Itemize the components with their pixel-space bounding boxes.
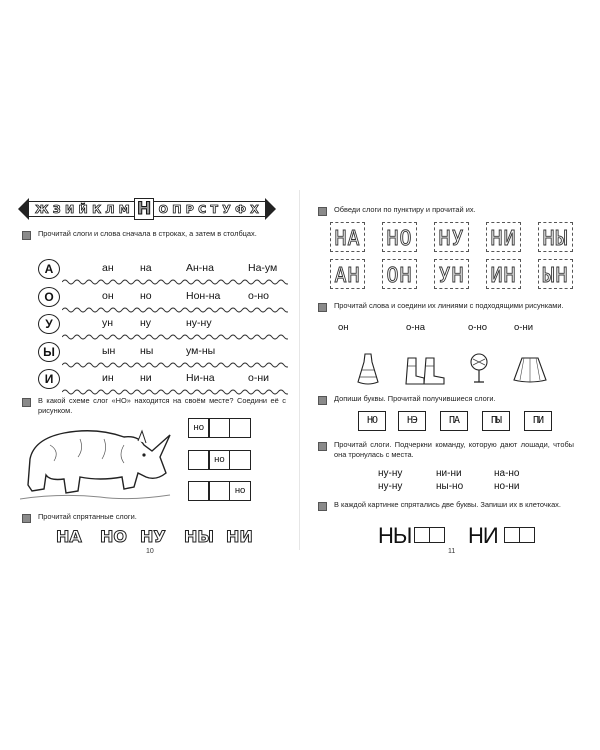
word: о-но [468,322,487,333]
trace-box [382,259,417,289]
task-instruction: Прочитай спрятанные слоги. [38,512,137,521]
partial-syllable-box: НО [358,411,386,431]
task-marker [318,442,327,451]
syllable: ну-ну [186,317,212,329]
word: о-на [406,322,425,333]
syllable: на [140,262,152,274]
syllable: ун [102,317,114,329]
task-instruction: В каждой картинке спрятались две буквы. Запиши их в клеточках. [334,500,561,509]
command-word: ны-но [436,481,464,492]
scheme-cell [208,418,230,438]
command-word: но-ни [494,481,520,492]
task-instruction: Прочитай слоги. Подчеркни команду, которую дают лошади, чтобы она тронулась с места. [334,440,574,459]
alphabet-band [28,201,266,217]
hidden-letters-picture: НЫ [378,523,412,548]
letter-badge: А [38,259,60,279]
answer-cell [414,527,430,543]
scheme-cell: но [208,450,230,470]
alphabet-letter: О [158,202,168,216]
trace-syllable: НИ [490,226,517,250]
wave-divider [62,278,288,286]
alphabet-letter: С [198,202,207,216]
hidden-syllable: НЫ [184,527,214,546]
syllable: Ни-на [186,372,215,384]
letter-badge: И [38,369,60,389]
boots-illustration [404,356,446,386]
syllable: ин [102,372,114,384]
syllable: ны [140,345,154,357]
alphabet-letter: Ж [35,202,49,216]
task-marker [22,231,31,240]
partial-syllable-box: ПА [440,411,468,431]
answer-cell [504,527,520,543]
command-word: ну-ну [378,468,403,479]
task-marker [318,396,327,405]
alphabet-letter: Л [105,202,115,216]
trace-box [486,222,521,252]
alphabet-strip [18,197,276,221]
hidden-syllable: НО [100,527,127,546]
task-instruction: Прочитай слова и соедини их линиями с подходящими рисунками. [334,301,564,310]
page-number: 10 [146,548,154,555]
alphabet-letter: Ф [235,202,246,216]
alphabet-letter: Р [185,202,194,216]
alphabet-letter: К [92,202,102,216]
scheme-cell [229,450,251,470]
wave-divider [62,388,288,396]
word: он [338,322,349,333]
alphabet-letter: У [222,202,231,216]
word: о-ни [514,322,533,333]
letter-badge: Ы [38,342,60,362]
trace-box [434,222,469,252]
right-page [300,0,600,750]
trace-syllable: ИН [490,263,517,287]
rhino-illustration [20,415,178,503]
partial-syllable-box: ПЫ [482,411,510,431]
scheme-cell [208,481,230,501]
scheme-cell [188,450,210,470]
syllable-row [38,341,288,363]
trace-box [330,222,365,252]
trace-box [434,259,469,289]
arrow-right-icon [265,198,276,220]
syllable: о-ни [248,372,269,384]
syllable: но [140,290,152,302]
syllable-scheme [189,450,251,470]
alphabet-letter: М [118,202,130,216]
hidden-syllable: НУ [140,527,166,546]
answer-cell [429,527,445,543]
hidden-syllable: НА [56,527,82,546]
syllable: ум-ны [186,345,216,357]
syllable-row [38,258,288,280]
trace-box [538,259,573,289]
task-marker [22,514,31,523]
scheme-cell [188,481,210,501]
skirt-illustration [512,356,548,384]
task-instruction: Прочитай слоги и слова сначала в строках, а затем в столбцах. [38,229,257,238]
syllable: о-но [248,290,269,302]
alphabet-letter: Т [210,202,218,216]
syllable: ну [140,317,152,329]
task-instruction: В какой схеме слог «НО» находится на своём месте? Соедини её с рисунком. [38,396,286,415]
syllable: На-ум [248,262,278,274]
alphabet-letter: П [172,202,182,216]
scheme-cell: но [188,418,210,438]
trace-syllable: НА [334,226,361,250]
trace-syllable: НЫ [542,226,569,250]
task-marker [318,502,327,511]
syllable-row [38,313,288,335]
alphabet-letter: З [52,202,61,216]
trace-syllable: АН [334,263,361,287]
alphabet-letter-highlight: Н [134,198,154,220]
syllable: ни [140,372,152,384]
command-word: на-но [494,468,520,479]
trace-syllable: ЫН [542,263,569,287]
syllable-scheme [189,418,251,438]
alphabet-letter: Х [250,202,259,216]
trace-box [382,222,417,252]
task-instruction: Допиши буквы. Прочитай получившиеся слоги. [334,394,496,403]
trace-box [538,222,573,252]
letter-badge: О [38,287,60,307]
trace-box [330,259,365,289]
task-instruction: Обведи слоги по пунктиру и прочитай их. [334,205,476,214]
page-number: 11 [448,548,456,555]
syllable: он [102,290,114,302]
task-marker [318,303,327,312]
hidden-syllable: НИ [226,527,253,546]
alphabet-letter: Й [78,202,88,216]
syllable: ын [102,345,116,357]
command-word: ни-ни [436,468,462,479]
trace-syllable: ОН [386,263,413,287]
command-word: ну-ну [378,481,403,492]
syllable: ан [102,262,114,274]
syllable-row [38,368,288,390]
task-marker [22,398,31,407]
trace-box [486,259,521,289]
syllable-row [38,286,288,308]
answer-cell [519,527,535,543]
trace-syllable: НУ [438,226,465,250]
letter-badge: У [38,314,60,334]
wave-divider [62,333,288,341]
syllable-scheme [189,481,251,501]
task-marker [318,207,327,216]
scheme-cell [229,418,251,438]
alphabet-letter: И [65,202,75,216]
trace-syllable: УН [438,263,465,287]
trace-syllable: НО [386,226,413,250]
partial-syllable-box: НЭ [398,411,426,431]
dress-illustration [356,352,380,386]
hidden-letters-picture: НИ [468,523,498,548]
syllable: Нон-на [186,290,221,302]
syllable: Ан-на [186,262,214,274]
toy-illustration [468,352,490,386]
scheme-cell: но [229,481,251,501]
partial-syllable-box: ПИ [524,411,552,431]
